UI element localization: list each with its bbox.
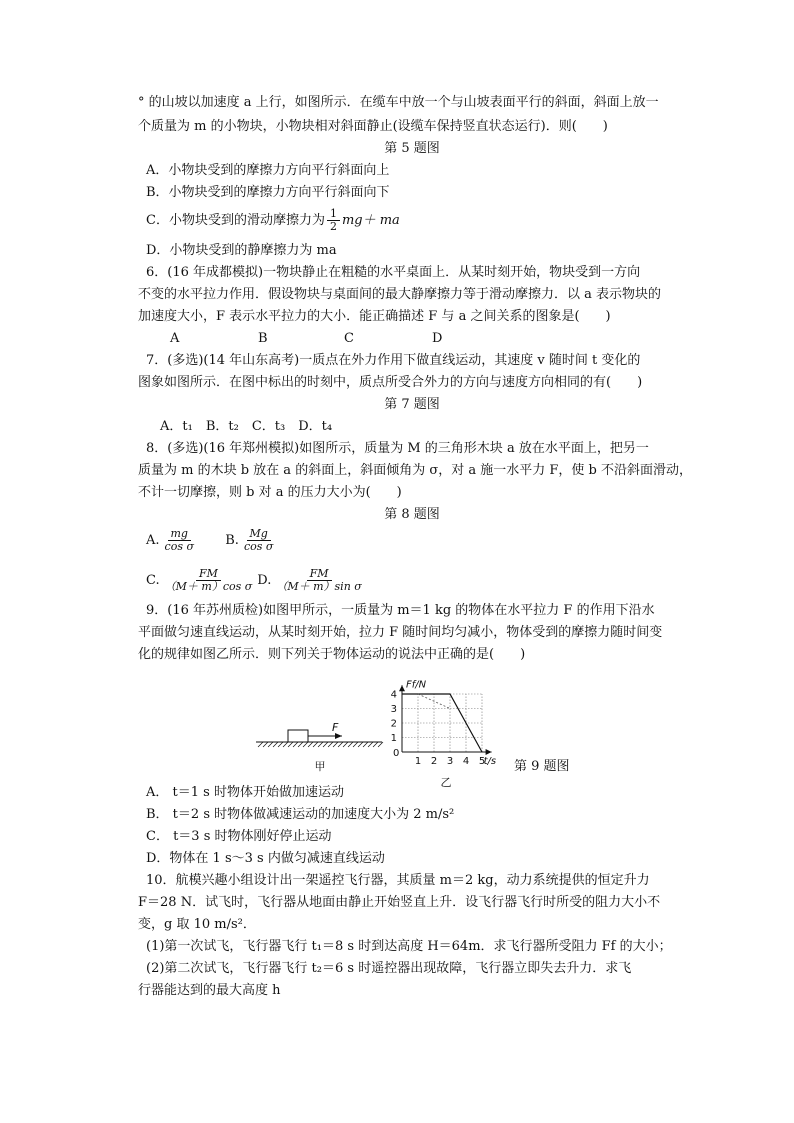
x-tick-label: 5 <box>478 756 486 767</box>
hatch-line <box>298 742 303 747</box>
hatch-line <box>288 742 293 747</box>
q8-option-c-label: C. <box>146 573 160 588</box>
x-tick-label: 1 <box>414 756 422 767</box>
q5-option-b: B．小物块受到的摩擦力方向平行斜面向下 <box>146 185 390 200</box>
q9-option-a: A． t＝1 s 时物体开始做加速运动 <box>146 785 344 800</box>
q9-option-b: B． t＝2 s 时物体做减速运动的加速度大小为 2 m/s² <box>146 807 455 822</box>
q6-text-line-1: 6．(16 年成都模拟)一物块静止在粗糙的水平桌面上．从某时刻开始，物块受到一方向 <box>146 265 641 280</box>
hatch-line <box>308 742 313 747</box>
q5-option-c <box>146 206 400 236</box>
q6-text-line-3: 加速度大小，F 表示水平拉力的大小．能正确描述 F 与 a 之间关系的图象是( ) <box>138 309 611 324</box>
q8-options-ab <box>146 524 278 558</box>
x-axis-arrow <box>486 749 492 755</box>
q5-option-d: D．小物块受到的静摩擦力为 ma <box>146 243 337 258</box>
hatch-line <box>278 742 283 747</box>
block-shape <box>288 730 308 742</box>
q6-text-line-2: 不变的水平拉力作用．假设物块与桌面间的最大静摩擦力等于滑动摩擦力．以 a 表示物块的 <box>138 287 662 302</box>
hatch-line <box>318 742 323 747</box>
q6-label-a: A <box>170 331 180 346</box>
fraction-denominator: 2 <box>329 220 337 233</box>
fraction-numerator: 1 <box>327 208 340 221</box>
q5-figure-caption: 第 5 题图 <box>384 141 440 156</box>
hatch-line <box>348 742 353 747</box>
fraction-numerator: FM <box>196 568 221 581</box>
q10-part-1: (1)第一次试飞，飞行器飞行 t₁＝8 s 时到达高度 H＝64m．求飞行器所受阻力 Ff 的大小； <box>146 939 672 954</box>
q8-option-b-fraction <box>241 528 276 553</box>
q5-option-a: A．小物块受到的摩擦力方向平行斜面向上 <box>146 163 390 178</box>
hatch-line <box>338 742 343 747</box>
q7-text-line-1: 7．(多选)(14 年山东高考)一质点在外力作用下做直线运动，其速度 v 随时间 t 变化的 <box>146 353 641 368</box>
hatch-line <box>268 742 273 747</box>
fraction-denominator: （M＋ m）sin σ <box>276 580 362 593</box>
q10-text-line-1: 10．航模兴趣小组设计出一架遥控飞行器，其质量 m＝2 kg，动力系统提供的恒定升力 <box>146 873 650 888</box>
q5-text-line-2: 个质量为 m 的小物块，小物块相对斜面静止(设缆车保持竖直状态运行)．则( ) <box>138 119 608 134</box>
q8-option-d-label: D. <box>257 573 272 588</box>
y-axis-arrow <box>399 685 405 691</box>
q5-option-c-fraction <box>327 208 340 233</box>
q5-text-line-1: ° 的山坡以加速度 a 上行，如图所示．在缆车中放一个与山坡表面平行的斜面，斜面上放一 <box>138 95 659 110</box>
q9-figure-jia <box>254 714 384 774</box>
q6-label-c: C <box>344 331 354 346</box>
q10-text-line-3: 变，g 取 10 m/s²． <box>138 917 256 932</box>
hatch-line <box>328 742 333 747</box>
q5-option-c-suffix: mg＋ ma <box>341 213 400 228</box>
hatch-line <box>358 742 363 747</box>
hatch-line <box>273 742 278 747</box>
graph-ticks <box>391 690 486 768</box>
y-tick-label: 2 <box>390 718 397 730</box>
q8-option-b-label: B. <box>225 533 239 548</box>
q8-options-cd <box>146 564 367 598</box>
fraction-denominator: （M＋ m）cos σ <box>164 580 253 593</box>
figure-jia-caption: 甲 <box>314 760 326 773</box>
hatch-line <box>283 742 288 747</box>
q9-option-d: D．物体在 1 s～3 s 内做匀减速直线运动 <box>146 851 385 866</box>
q10-text-line-2: F＝28 N．试飞时，飞行器从地面由静止开始竖直上升．设飞行器飞行时所受的阻力大小不 <box>138 895 661 910</box>
q8-text-line-2: 质量为 m 的木块 b 放在 a 的斜面上，斜面倾角为 σ，对 a 施一水平力 F，使 b 不沿斜面滑动， <box>138 463 692 478</box>
hatch-line <box>343 742 348 747</box>
q6-label-b: B <box>258 331 268 346</box>
x-tick-label: 2 <box>430 756 438 767</box>
q9-option-c: C． t＝3 s 时物体刚好停止运动 <box>146 829 332 844</box>
y-tick-label: 3 <box>390 704 397 715</box>
fraction-numerator: FM <box>307 568 332 581</box>
hatch-line <box>303 742 308 747</box>
fraction-numerator: Mg <box>247 528 271 541</box>
hatch-line <box>258 742 263 747</box>
q7-text-line-2: 图象如图所示．在图中标出的时刻中，质点所受合外力的方向与速度方向相同的有( ) <box>138 375 643 390</box>
q8-option-a-fraction <box>162 528 197 553</box>
ground-hatching <box>258 742 383 747</box>
q9-figure-yi-graph <box>372 664 512 790</box>
q10-part-2-line-2: 行器能达到的最大高度 h <box>138 983 281 998</box>
q8-option-a-label: A. <box>146 533 160 548</box>
force-label: F <box>332 721 339 734</box>
fraction-denominator: cos σ <box>164 540 194 553</box>
q7-options: A．t₁ B．t₂ C．t₃ D．t₄ <box>160 419 333 434</box>
q10-part-2-line-1: (2)第二次试飞，飞行器飞行 t₂＝6 s 时遥控器出现故障，飞行器立即失去升力．求飞 <box>146 961 632 976</box>
q8-option-d-fraction <box>273 568 364 593</box>
y-tick-label: 4 <box>390 689 397 701</box>
q7-figure-caption: 第 7 题图 <box>384 397 440 412</box>
q6-label-d: D <box>432 331 443 346</box>
x-tick-label: 4 <box>462 756 470 767</box>
fraction-denominator: cos σ <box>243 540 274 553</box>
q8-option-c-fraction <box>162 568 256 593</box>
hatch-line <box>313 742 318 747</box>
graph-y-axis-label: Ff/N <box>406 679 427 691</box>
hatch-line <box>263 742 268 747</box>
q8-text-line-1: 8．(多选)(16 年郑州模拟)如图所示，质量为 M 的三角形木块 a 放在水平面上，把另一 <box>146 441 649 456</box>
hatch-line <box>323 742 328 747</box>
x-tick-label: 3 <box>446 756 454 767</box>
hatch-line <box>363 742 368 747</box>
q8-figure-caption: 第 8 题图 <box>384 507 440 522</box>
q5-option-c-prefix: C．小物块受到的滑动摩擦力为 <box>146 213 325 228</box>
q9-text-line-1: 9．(16 年苏州质检)如图甲所示，一质量为 m＝1 kg 的物体在水平拉力 F 的作用下沿水 <box>146 603 655 618</box>
figure-yi-caption: 乙 <box>440 776 452 789</box>
y-tick-label: 1 <box>390 733 397 744</box>
graph-x-axis-label: t/s <box>483 756 497 767</box>
graph-grid <box>402 694 482 752</box>
hatch-line <box>333 742 338 747</box>
q9-text-line-2: 平面做匀速直线运动，从某时刻开始，拉力 F 随时间均匀减小，物体受到的摩擦力随时间变 <box>138 625 663 640</box>
hatch-line <box>353 742 358 747</box>
graph-origin-label: 0 <box>393 748 400 759</box>
q9-text-line-3: 化的规律如图乙所示．则下列关于物体运动的说法中正确的是( ) <box>138 647 526 662</box>
q8-text-line-3: 不计一切摩擦，则 b 对 a 的压力大小为( ) <box>138 485 402 500</box>
fraction-numerator: mg <box>168 528 191 541</box>
q9-figure-caption: 第 9 题图 <box>514 759 570 774</box>
hatch-line <box>293 742 298 747</box>
